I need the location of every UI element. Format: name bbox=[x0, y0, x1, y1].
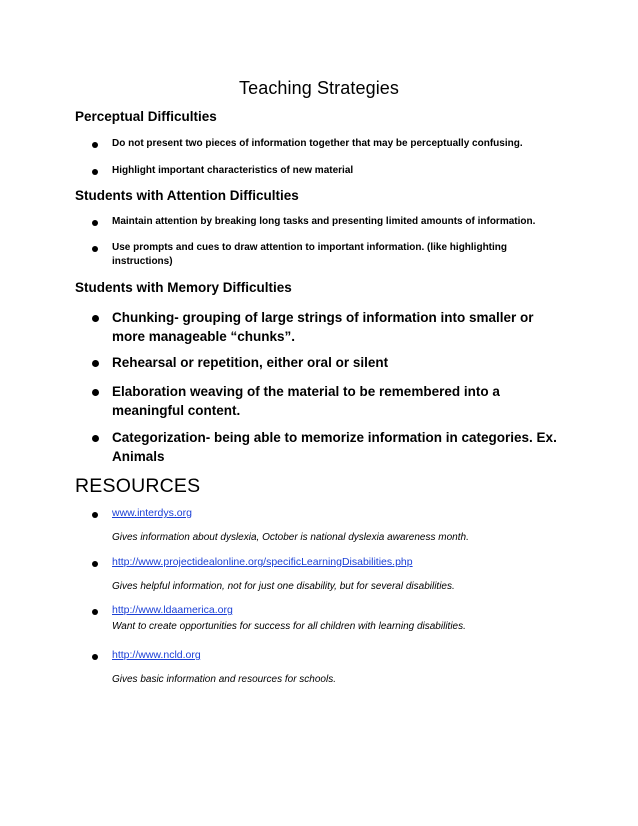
resource-link-interdys[interactable]: www.interdys.org bbox=[112, 507, 192, 519]
resource-description: Gives information about dyslexia, October is national dyslexia awareness month. bbox=[112, 532, 469, 543]
list-item-text: Elaboration weaving of the material to be remembered into a meaningful content. bbox=[112, 384, 500, 418]
section-heading-perceptual: Perceptual Difficulties bbox=[75, 109, 217, 124]
bullet-icon bbox=[92, 561, 98, 567]
list-item-text: Rehearsal or repetition, either oral or silent bbox=[112, 355, 389, 370]
bullet-icon bbox=[92, 315, 99, 322]
list-item-text: Use prompts and cues to draw attention to important information. (like highlighting instructions) bbox=[112, 242, 508, 267]
resource-description: Want to create opportunities for success for all children with learning disabilities. bbox=[112, 621, 466, 632]
bullet-icon bbox=[92, 360, 99, 367]
resource-description: Gives helpful information, not for just one disability, but for several disabilities. bbox=[112, 581, 455, 592]
list-item-text: Chunking- grouping of large strings of information into smaller or more manageable “chunks”. bbox=[112, 310, 534, 344]
resource-link-ldaamerica[interactable]: http://www.ldaamerica.org bbox=[112, 604, 233, 616]
section-heading-memory: Students with Memory Difficulties bbox=[75, 280, 292, 295]
bullet-icon bbox=[92, 246, 98, 252]
list-item-text: Highlight important characteristics of new material bbox=[112, 165, 354, 176]
bullet-icon bbox=[92, 654, 98, 660]
page-title: Teaching Strategies bbox=[239, 78, 399, 98]
list-item-text: Categorization- being able to memorize information in categories. Ex. Animals bbox=[112, 430, 557, 464]
bullet-icon bbox=[92, 512, 98, 518]
section-heading-attention: Students with Attention Difficulties bbox=[75, 188, 299, 203]
bullet-icon bbox=[92, 389, 99, 396]
list-item-text: Maintain attention by breaking long tasks and presenting limited amounts of information. bbox=[112, 216, 536, 227]
list-item-text: Do not present two pieces of information together that may be perceptually confusing. bbox=[112, 138, 523, 149]
resource-link-ncld[interactable]: http://www.ncld.org bbox=[112, 649, 201, 661]
bullet-icon bbox=[92, 435, 99, 442]
resources-heading: RESOURCES bbox=[75, 475, 201, 497]
bullet-icon bbox=[92, 220, 98, 226]
resource-link-projectideal[interactable]: http://www.projectidealonline.org/specificLearningDisabilities.php bbox=[112, 556, 413, 568]
bullet-icon bbox=[92, 169, 98, 175]
bullet-icon bbox=[92, 609, 98, 615]
resource-description: Gives basic information and resources for schools. bbox=[112, 674, 336, 685]
bullet-icon bbox=[92, 142, 98, 148]
